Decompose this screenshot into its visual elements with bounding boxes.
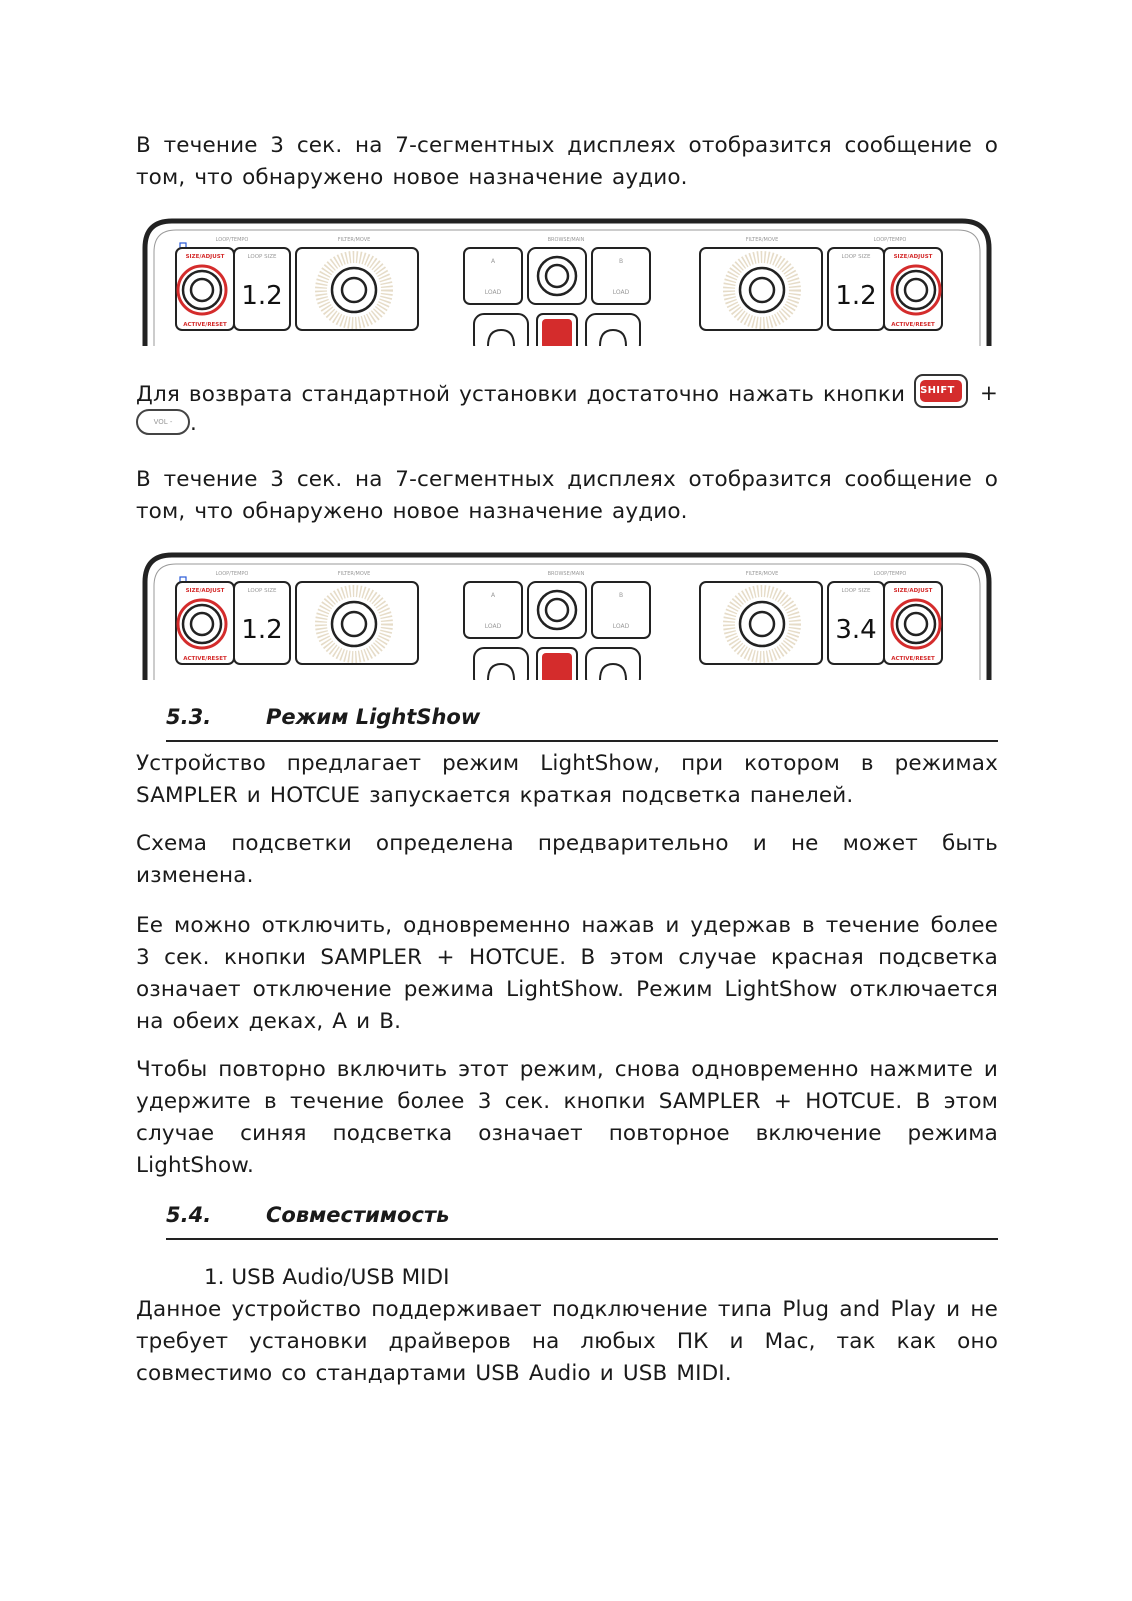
label-size-adjust-right: SIZE/ADJUST — [893, 254, 933, 260]
label-deck-a: A — [490, 258, 496, 265]
jog-wheel-center — [750, 278, 774, 302]
section-number: 5.4. — [166, 1203, 212, 1227]
label-deck-a: A — [490, 592, 496, 599]
label-deck-b: B — [618, 258, 624, 265]
label-browse-main: BROWSE/MAIN — [547, 237, 585, 243]
label-size-adjust-left: SIZE/ADJUST — [185, 588, 225, 594]
label-loop-size-right: LOOP SIZE — [841, 254, 871, 260]
label-filter-move-left: FILTER/MOVE — [337, 571, 371, 577]
seven-segment-display-left: 1.2 — [241, 615, 283, 645]
label-loop-size-left: LOOP SIZE — [247, 588, 277, 594]
section-heading-5-3 — [166, 700, 998, 742]
label-loop-tempo-left: LOOP/TEMPO — [215, 571, 249, 577]
bottom-button-center-red — [542, 653, 572, 680]
knob-center — [191, 613, 213, 635]
seven-segment-display-right: 3.4 — [835, 615, 877, 645]
label-filter-move-right: FILTER/MOVE — [745, 237, 779, 243]
controller-figure-1 — [142, 218, 992, 346]
jog-wheel-center — [342, 278, 366, 302]
knob-center — [546, 599, 568, 621]
label-loop-size-right: LOOP SIZE — [841, 588, 871, 594]
label-loop-size-left: LOOP SIZE — [247, 254, 277, 260]
label-active-reset-right: ACTIVE/RESET — [891, 656, 935, 662]
section-number: 5.3. — [166, 705, 212, 729]
controller-illustration-2 — [142, 552, 992, 680]
section-title: Совместимость — [266, 1203, 450, 1227]
section-5-3-paragraph-4: Чтобы повторно включить этот режим, снова одновременно нажмите и удержите в течение более 3 сек. кнопки SAMPLER + HOTCUE. В этом случае синяя подсветка означает повторное включение режима LightShow. — [136, 1057, 998, 1178]
label-load-b: LOAD — [612, 623, 630, 630]
period: . — [190, 411, 197, 436]
return-text: Для возврата стандартной установки достаточно нажать кнопки — [136, 382, 906, 407]
label-active-reset-left: ACTIVE/RESET — [183, 656, 227, 662]
controller-figure-2 — [142, 552, 992, 680]
vol-line — [136, 408, 998, 440]
label-browse-main: BROWSE/MAIN — [547, 571, 585, 577]
label-size-adjust-left: SIZE/ADJUST — [185, 254, 225, 260]
knob-center — [546, 265, 568, 287]
controller-illustration-1 — [142, 218, 992, 346]
section-heading-5-4 — [166, 1198, 998, 1240]
knob-center — [905, 279, 927, 301]
label-load-b: LOAD — [612, 289, 630, 296]
section-5-3-paragraph-2: Схема подсветки определена предварительно и не может быть изменена. — [136, 831, 998, 888]
section-5-3-paragraph-3: Ее можно отключить, одновременно нажав и удержав в течение более 3 сек. кнопки SAMPLER + HOTCUE. В этом случае красная подсветка означает отключение режима LightShow. Режим LightShow отключается на обеих деках, A и B. — [136, 913, 998, 1034]
label-loop-tempo-right: LOOP/TEMPO — [873, 237, 907, 243]
section-5-4-paragraph-1: Данное устройство поддерживает подключение типа Plug and Play и не требует установки драйверов на любых ПК и Mac, так как оно совместимо со стандартами USB Audio и USB MIDI. — [136, 1297, 998, 1386]
label-load-a: LOAD — [484, 289, 502, 296]
knob-center — [191, 279, 213, 301]
knob-center — [905, 613, 927, 635]
label-filter-move-left: FILTER/MOVE — [337, 237, 371, 243]
label-active-reset-right: ACTIVE/RESET — [891, 322, 935, 328]
label-loop-tempo-right: LOOP/TEMPO — [873, 571, 907, 577]
label-filter-move-right: FILTER/MOVE — [745, 571, 779, 577]
paragraph-2 — [136, 378, 998, 412]
plus-sign: + — [979, 381, 998, 406]
label-size-adjust-right: SIZE/ADJUST — [893, 588, 933, 594]
seven-segment-display-left: 1.2 — [241, 281, 283, 311]
label-load-a: LOAD — [484, 623, 502, 630]
shift-button-icon: SHIFT — [914, 374, 968, 408]
section-title: Режим LightShow — [266, 705, 481, 729]
paragraph-1: В течение 3 сек. на 7-сегментных дисплеях отобразится сообщение о том, что обнаружено новое назначение аудио. — [136, 133, 998, 190]
paragraph-3: В течение 3 сек. на 7-сегментных дисплеях отобразится сообщение о том, что обнаружено новое назначение аудио. — [136, 467, 998, 524]
label-loop-tempo-left: LOOP/TEMPO — [215, 237, 249, 243]
label-deck-b: B — [618, 592, 624, 599]
section-5-3-paragraph-1: Устройство предлагает режим LightShow, при котором в режимах SAMPLER и HOTCUE запускается краткая подсветка панелей. — [136, 751, 998, 808]
label-active-reset-left: ACTIVE/RESET — [183, 322, 227, 328]
jog-wheel-center — [750, 612, 774, 636]
list-item: 1. USB Audio/USB MIDI — [204, 1265, 450, 1290]
seven-segment-display-right: 1.2 — [835, 281, 877, 311]
vol-minus-button-icon: VOL - — [136, 409, 190, 435]
bottom-button-center-red — [542, 319, 572, 346]
jog-wheel-center — [342, 612, 366, 636]
